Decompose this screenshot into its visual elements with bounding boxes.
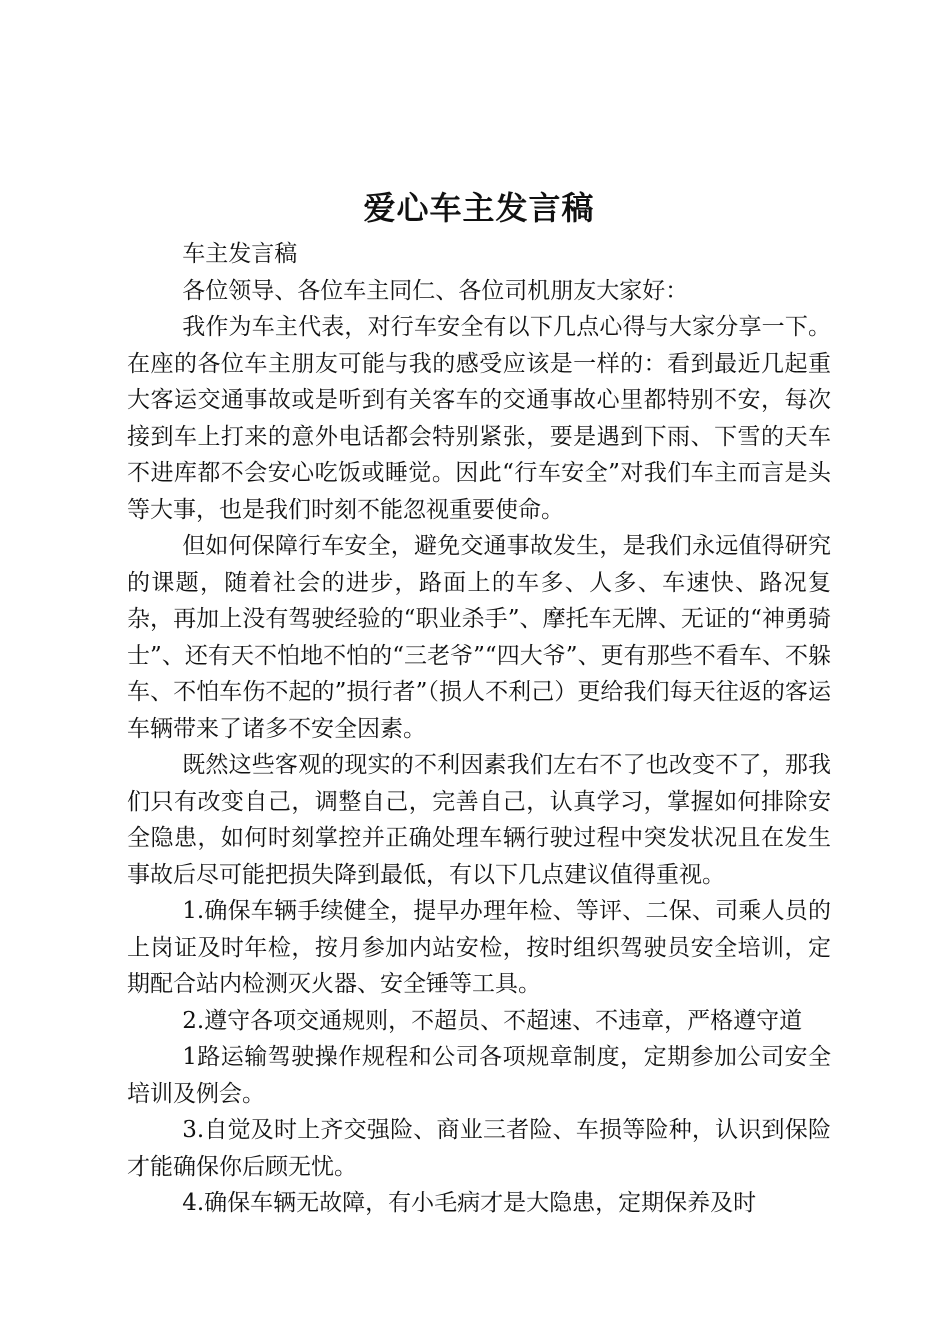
paragraph-item-2: 2.遵守各项交通规则，不超员、不超速、不违章，严格遵守道 <box>182 1007 803 1034</box>
paragraph-item-2-continued: 1路运输驾驶操作规程和公司各项规章制度，定期参加公司安全培训及例会。 <box>127 1044 831 1107</box>
paragraph-risks: 但如何保障行车安全，避免交通事故发生，是我们永远值得研究的课题，随着社会的进步，路面上的车多、人多、车速快、路况复杂，再加上没有驾驶经验的“职业杀手”、摩托车无牌、无证的“神勇骑士”、还有天不怕地不怕的“三老爷”“四大爷”、更有那些不看车、不躲车、不怕车伤不起的”损行者”（损人不利己）更给我们每天往返的客运车辆带来了诸多不安全因素。 <box>127 533 831 742</box>
document-body <box>127 236 831 1222</box>
paragraph-item-3: 3.自觉及时上齐交强险、商业三者险、车损等险种，认识到保险才能确保你后顾无忧。 <box>127 1117 831 1180</box>
paragraph-suggestions: 既然这些客观的现实的不利因素我们左右不了也改变不了，那我们只有改变自己，调整自己，完善自己，认真学习，掌握如何排除安全隐患，如何时刻掌控并正确处理车辆行驶过程中突发状况且在发生事故后尽可能把损失降到最低，有以下几点建议值得重视。 <box>127 752 831 888</box>
paragraph-item-1: 1.确保车辆手续健全，提早办理年检、等评、二保、司乘人员的上岗证及时年检，按月参加内站安检，按时组织驾驶员安全培训，定期配合站内检测灭火器、安全锤等工具。 <box>127 898 831 997</box>
paragraph-item-4: 4.确保车辆无故障，有小毛病才是大隐患，定期保养及时 <box>182 1190 757 1216</box>
paragraph-intro: 我作为车主代表，对行车安全有以下几点心得与大家分享一下。在座的各位车主朋友可能与我的感受应该是一样的：看到最近几起重大客运交通事故或是听到有关客车的交通事故心里都特别不安，每次接到车上打来的意外电话都会特别紧张，要是遇到下雨、下雪的天车不进库都不会安心吃饭或睡觉。因此“行车安全”对我们车主而言是头等大事，也是我们时刻不能忽视重要使命。 <box>127 314 831 523</box>
document-title: 爱心车主发言稿 <box>363 189 595 227</box>
paragraph-heading: 车主发言稿 <box>182 241 298 267</box>
paragraph-greeting: 各位领导、各位车主同仁、各位司机朋友大家好： <box>182 277 689 304</box>
